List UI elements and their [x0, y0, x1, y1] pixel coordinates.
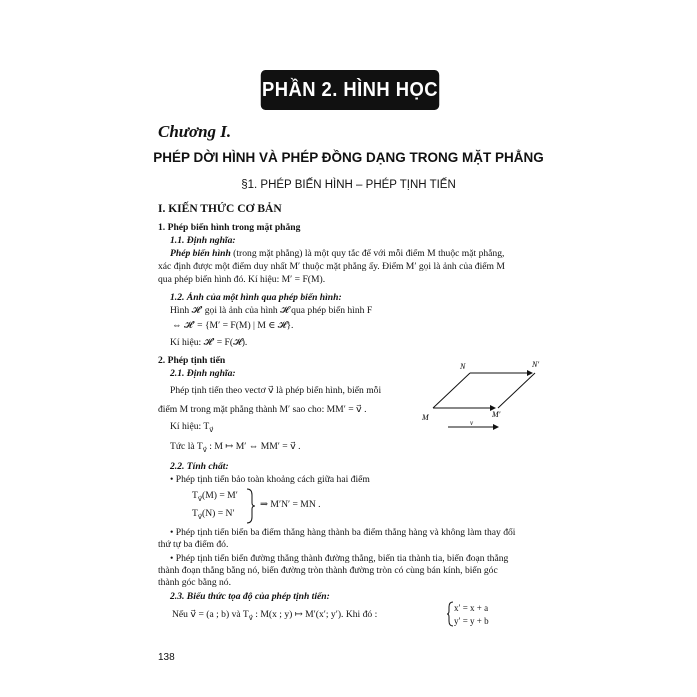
brace2-sub: v⃗ — [197, 512, 203, 521]
s2-sub1: 2.1. Định nghĩa: — [170, 368, 236, 379]
part-banner: PHẦN 2. HÌNH HỌC — [261, 70, 439, 110]
brace2-pre: T — [192, 508, 198, 519]
s2-heading: 2. Phép tịnh tiến — [158, 355, 226, 366]
coord-rest: : M(x ; y) ↦ M′(x′; y′). Khi đó : — [252, 609, 378, 620]
left-brace-icon — [446, 601, 454, 627]
label-M: M — [422, 413, 429, 422]
s1-sub2: 1.2. Ảnh của một hình qua phép biến hình: — [170, 292, 342, 303]
s2-prop2-line1: • Phép tịnh tiến biến ba điểm thẳng hàng thành ba điểm thẳng hàng và không làm thay đổi — [170, 527, 516, 538]
part1-heading: I. KIẾN THỨC CƠ BẢN — [158, 203, 282, 215]
segment-NM — [433, 373, 470, 408]
tuc-prefix: Tức là T — [170, 441, 203, 452]
s2-notation — [170, 421, 213, 436]
brace-result: ⇒ M′N′ = MN . — [260, 499, 321, 510]
chapter-label: Chương I. — [158, 122, 232, 141]
brace2-rest: (N) = N′ — [202, 508, 235, 519]
notation-sub: v⃗ — [209, 425, 214, 434]
coord-sub: v⃗ — [248, 613, 253, 622]
label-M-prime: M′ — [492, 410, 501, 419]
page-number: 138 — [158, 652, 175, 663]
right-brace-icon — [246, 488, 256, 524]
section-title: §1. PHÉP BIẾN HÌNH – PHÉP TỊNH TIẾN — [241, 179, 456, 191]
brace1-rest: (M) = M′ — [202, 490, 238, 501]
s1-def-line1 — [170, 248, 504, 260]
s1-def-line3: qua phép biến hình đó. Kí hiệu: M′ = F(M). — [158, 274, 326, 285]
tuc-rest: : M ↦ M′ ⇔ MM′ = v⃗ . — [206, 441, 301, 452]
def-term: Phép biến hình — [170, 248, 231, 259]
s1-def-line2: xác định được một điểm duy nhất M′ thuộc mặt phẳng ấy. Điểm M′ gọi là ảnh của điểm M — [158, 261, 505, 272]
tuc-sub: v⃗ — [202, 445, 207, 454]
s2-sub3: 2.3. Biểu thức tọa độ của phép tịnh tiến: — [170, 591, 330, 602]
label-v: v⃗ — [470, 419, 479, 427]
def-line1-rest: (trong mặt phẳng) là một quy tắc để với mỗi điểm M thuộc mặt phẳng, — [230, 248, 505, 259]
s2-def-line2: điểm M trong mặt phẳng thành M′ sao cho: MM′ = v⃗ . — [158, 404, 367, 415]
s1-img-line2: ⇔ 𝓗′ = {M′ = F(M) | M ∈ 𝓗}. — [172, 320, 294, 331]
s2-prop3-line2: thành đoạn thẳng bằng nó, biến đường tròn thành đường tròn có cùng bán kính, biến góc — [158, 565, 498, 576]
s2-coord-line — [172, 609, 377, 624]
notation-text: Kí hiệu: T — [170, 421, 210, 432]
s2-prop3-line3: thành góc bằng nó. — [158, 577, 232, 588]
label-N-prime: N′ — [532, 360, 540, 369]
brace-line2 — [192, 508, 235, 523]
s2-prop1: • Phép tịnh tiến bảo toàn khoảng cách giữa hai điểm — [170, 474, 370, 485]
s2-def-line1: Phép tịnh tiến theo vectơ v⃗ là phép biến hình, biến mỗi — [170, 385, 382, 396]
main-title: PHÉP DỜI HÌNH VÀ PHÉP ĐỒNG DẠNG TRONG MẶT PHẲNG — [153, 150, 544, 165]
s1-sub1: 1.1. Định nghĩa: — [170, 235, 236, 246]
brace-line1 — [192, 490, 238, 505]
s1-heading: 1. Phép biến hình trong mặt phẳng — [158, 222, 301, 233]
s2-sub2: 2.2. Tính chất: — [170, 461, 229, 472]
s2-prop2-line2: thứ tự ba điểm đó. — [158, 539, 229, 550]
label-N: N — [460, 362, 466, 371]
coord-prefix: Nếu v⃗ = (a ; b) và T — [172, 609, 249, 620]
coord-y: y′ = y + b — [454, 616, 489, 626]
segment-N-prime-M-prime — [498, 373, 535, 408]
s1-img-line3: Kí hiệu: 𝓗′ = F(𝓗). — [170, 337, 248, 348]
translation-figure — [418, 358, 558, 434]
brace1-sub: v⃗ — [197, 494, 203, 503]
s2-prop3-line1: • Phép tịnh tiến biến đường thẳng thành đường thẳng, biến tia thành tia, biến đoạn thẳng — [170, 553, 509, 564]
coord-x: x′ = x + a — [454, 603, 489, 613]
brace1-pre: T — [192, 490, 198, 501]
s1-img-line1: Hình 𝓗′ gọi là ảnh của hình 𝓗 qua phép biến hình F — [170, 305, 373, 316]
s2-tuc — [170, 441, 301, 456]
